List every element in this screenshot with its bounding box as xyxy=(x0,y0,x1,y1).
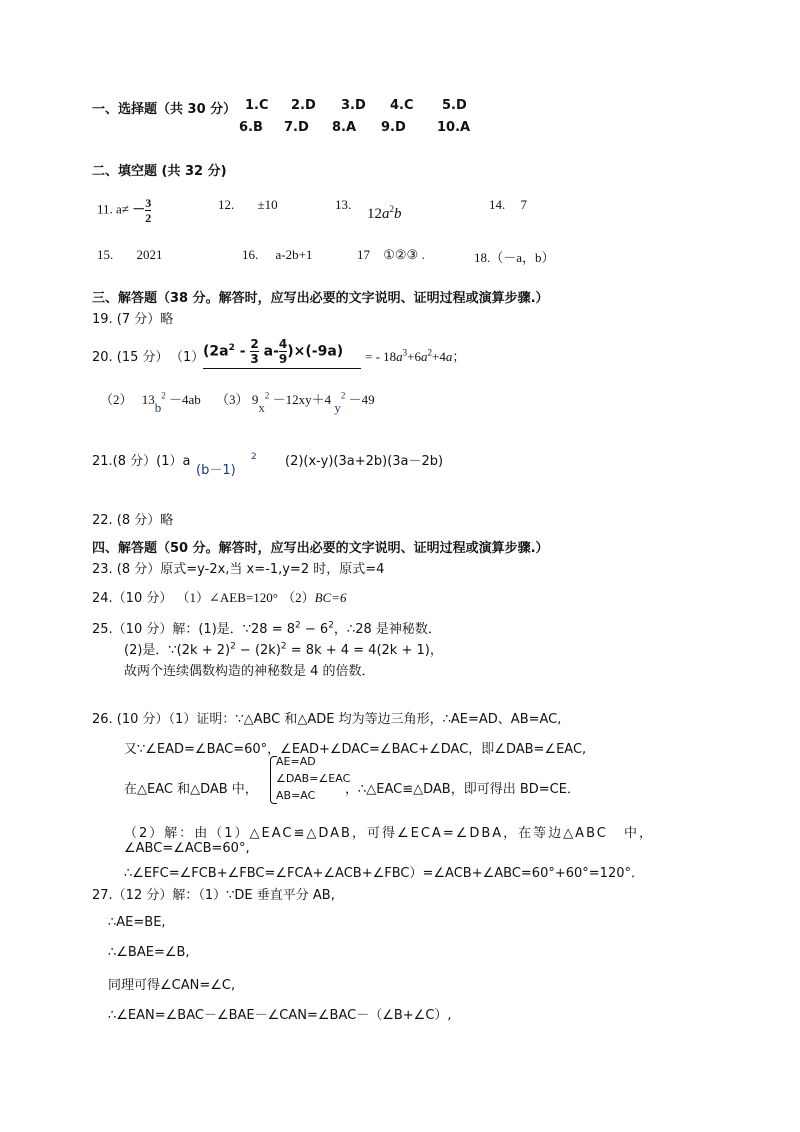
q25-l2-c: = 8k + 4 = 4(2k + 1)， xyxy=(286,643,443,658)
q14 xyxy=(489,197,527,213)
q24-part1: （1）∠AEB=120° xyxy=(176,590,278,605)
q20-res-tail: +4 xyxy=(432,349,446,364)
q21-paren: (b－1) xyxy=(196,463,236,478)
answer-1: 1.C xyxy=(245,98,269,113)
section-3-title: 三、解答题（38 分。解答时，应写出必要的文字说明、证明过程或演算步骤.） xyxy=(92,291,549,306)
q20-p3-ey: 2 xyxy=(340,390,346,401)
answer-2: 2.D xyxy=(291,98,316,113)
q16-value: a-2b+1 xyxy=(275,247,313,262)
q13-value xyxy=(367,204,402,223)
q19: 19. (7 分）略 xyxy=(92,312,174,327)
q26-line3a: 在△EAC 和△DAB 中， xyxy=(124,782,258,797)
q20-f2-den: 9 xyxy=(278,352,288,366)
q25-l1-a: 25.（10 分）解：(1)是．∵28 = 8 xyxy=(92,622,296,637)
q20-p2-rest: －4ab xyxy=(169,392,201,407)
q20-expr-amid: a- xyxy=(263,343,279,360)
q14-label: 14. xyxy=(489,197,506,212)
q20-p3-x: x xyxy=(258,400,265,415)
q15-value: 2021 xyxy=(136,247,163,262)
q24-part2: （2） xyxy=(282,590,315,605)
q27-line2: ∴AE=BE, xyxy=(108,915,166,930)
answer-5: 5.D xyxy=(442,98,467,113)
q13-coef: 12 xyxy=(367,206,382,222)
q20-res-prefix: = - 18 xyxy=(365,349,397,364)
q13-label: 13. xyxy=(335,197,352,212)
q20-p2-label: （2） xyxy=(100,392,133,407)
q13-b: b xyxy=(394,206,402,222)
q20-expression xyxy=(203,338,343,365)
q20-p3-label: （3） xyxy=(216,392,249,407)
q13-a: a xyxy=(382,206,390,222)
q16 xyxy=(242,247,312,263)
q20-p2-coef: 13 xyxy=(141,392,155,407)
q20-p3-end: －49 xyxy=(348,392,375,407)
answer-6: 6.B xyxy=(239,120,263,135)
q11-label: 11. xyxy=(97,201,113,217)
q24 xyxy=(92,587,346,606)
q25-line3: 故两个连续偶数构造的神秘数是 4 的倍数． xyxy=(124,664,375,679)
q26-line6: ∴∠EFC=∠FCB+∠FBC=∠FCA+∠ACB+∠FBC）=∠ACB+∠ABC=60°+60°=120°． xyxy=(124,866,644,881)
q20-result xyxy=(365,346,465,365)
q26-cond3: AB=AC xyxy=(276,789,316,802)
q25-line2 xyxy=(124,639,443,658)
q21-label: 21.(8 分）(1）a xyxy=(92,454,191,469)
q20-f1-num: 2 xyxy=(250,337,259,351)
q20-res-a2: a xyxy=(421,349,428,364)
q26-line3b: ，∴△EAC≌△DAB，即可得出 BD=CE． xyxy=(345,782,580,797)
q20-part1: （1） xyxy=(170,350,205,365)
section-2-title: 二、填空题 (共 32 分) xyxy=(92,164,227,179)
q25-l1-b: − 6 xyxy=(300,622,329,637)
q25-l2-e1: 2 xyxy=(230,641,236,652)
answer-7: 7.D xyxy=(284,120,309,135)
q25-l2-a: (2)是．∵(2k + 2) xyxy=(124,643,231,658)
section-1-title: 一、选择题（共 30 分） xyxy=(92,102,237,117)
q15-label: 15. xyxy=(97,247,114,262)
q17 xyxy=(357,247,425,263)
q20-label: 20. (15 分） xyxy=(92,350,169,365)
q11-denominator: 2 xyxy=(145,211,152,225)
q20-p3-coef: 9 xyxy=(251,392,259,407)
q17-label: 17 xyxy=(357,247,370,262)
q12-value: ±10 xyxy=(257,197,278,212)
q27-line4: 同理可得∠CAN=∠C, xyxy=(108,978,236,993)
q20-p3-mid: －12xy＋4 xyxy=(272,392,332,407)
q20-res-a3: a xyxy=(445,349,453,364)
q20-p2-b: b xyxy=(154,400,162,415)
q11-minus: － xyxy=(132,201,146,217)
q20-expr-open: (2a xyxy=(203,343,229,360)
q26-line4: （2）解：由（1）△EAC≌△DAB，可得∠ECA=∠DBA，在等边△ABC 中， xyxy=(124,826,654,841)
q11-text: a≠ xyxy=(116,201,129,217)
q26-line1: 26. (10 分）（1）证明：∵△ABC 和△ADE 均为等边三角形，∴AE=AD、AB=AC, xyxy=(92,712,562,727)
q18-value: （－a，b） xyxy=(490,250,555,265)
q20-f2-num: 4 xyxy=(278,337,288,351)
q20-expr-minus: - xyxy=(234,343,246,360)
section-4-title: 四、解答题（50 分。解答时，应写出必要的文字说明、证明过程或演算步骤.） xyxy=(92,541,549,556)
q20-p2-exp: 2 xyxy=(161,390,166,401)
q25-l2-b: − (2k) xyxy=(235,643,281,658)
q26-line5: ∠ABC=∠ACB=60°, xyxy=(124,841,250,856)
q20-res-end: ； xyxy=(452,349,466,364)
q14-value: 7 xyxy=(520,197,527,212)
q21-part2: (2)(x-y)(3a+2b)(3a－2b) xyxy=(285,454,444,469)
q20-underline xyxy=(203,368,361,369)
q20-res-e1: 3 xyxy=(402,347,408,358)
q25-line1 xyxy=(92,618,441,637)
q20-res-a1: a xyxy=(396,349,403,364)
q23: 23. (8 分）原式=y-2x,当 x=-1,y=2 时，原式=4 xyxy=(92,562,385,577)
answer-4: 4.C xyxy=(390,98,414,113)
q25-l1-e1: 2 xyxy=(295,620,301,631)
q20-res-mid: +6 xyxy=(407,349,422,364)
q24-part2-value: BC=6 xyxy=(314,590,347,605)
q20-f1-den: 3 xyxy=(250,352,259,366)
q22: 22. (8 分）略 xyxy=(92,513,174,528)
q20-res-e2: 2 xyxy=(427,347,433,358)
q27-line1: 27.（12 分）解：（1）∵DE 垂直平分 AB, xyxy=(92,888,335,903)
q17-dot: . xyxy=(421,247,425,262)
q11 xyxy=(97,197,151,224)
q18 xyxy=(474,247,555,266)
q20-p3-ex: 2 xyxy=(264,390,270,401)
q26-cond2: ∠DAB=∠EAC xyxy=(276,772,351,785)
q26-line2: 又∵∠EAD=∠BAC=60°，∠EAD+∠DAC=∠BAC+∠DAC，即∠DAB=∠EAC, xyxy=(124,742,587,757)
q11-numerator: 3 xyxy=(145,196,152,210)
answer-9: 9.D xyxy=(381,120,406,135)
q20-part2 xyxy=(100,389,375,415)
q15 xyxy=(97,247,163,263)
answer-10: 10.A xyxy=(437,120,471,135)
q27-line3: ∴∠BAE=∠B, xyxy=(108,945,190,960)
q25-l1-c: ，∴28 是神秘数． xyxy=(333,622,441,637)
q12 xyxy=(218,197,278,213)
answer-8: 8.A xyxy=(332,120,357,135)
q26-cond1: AE=AD xyxy=(276,755,316,768)
q11-fraction xyxy=(145,197,151,224)
q17-value: ①②③ xyxy=(383,247,419,262)
q18-label: 18. xyxy=(474,250,491,265)
q25-l1-e2: 2 xyxy=(328,620,334,631)
q20-fraction-1 xyxy=(250,338,258,365)
q16-label: 16. xyxy=(242,247,259,262)
q24-label: 24.（10 分） xyxy=(92,591,173,606)
q21-exp: 2 xyxy=(251,452,257,462)
q25-l2-e2: 2 xyxy=(280,641,287,652)
q12-label: 12. xyxy=(218,197,235,212)
q27-line5: ∴∠EAN=∠BAC－∠BAE－∠CAN=∠BAC－（∠B+∠C）, xyxy=(108,1008,452,1023)
q20-expr-exp: 2 xyxy=(228,342,235,353)
answer-3: 3.D xyxy=(341,98,366,113)
q13-exp: 2 xyxy=(389,204,394,214)
q20-expr-end: )×(-9a) xyxy=(287,343,344,360)
q20-p3-y: y xyxy=(334,400,341,415)
